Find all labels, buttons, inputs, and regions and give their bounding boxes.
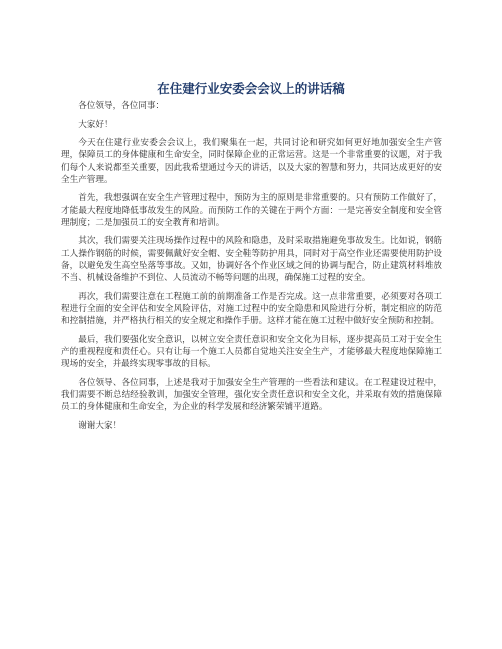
paragraph-second: 其次，我们需要关注现场操作过程中的风险和隐患，及时采取措施避免事故发生。比如说，钢筋工人操作钢筋的时候，需要佩戴好安全帽、安全鞋等防护用具，同时对于高空作业还需要使用防护设备，以避免发生高空坠落等事故。又如，协调好各个作业区域之间的协调与配合，防止建筑材料堆放不当、机械设备维护不到位、人员流动不畅等问题的出现，确保施工过程的安全。 — [61, 236, 442, 283]
paragraph-finally: 最后，我们要强化安全意识，以树立安全责任意识和安全文化为目标，逐步提高员工对于安全生产的重视程度和责任心。只有让每一个施工人员都自觉地关注安全生产，才能够最大程度地保障施工现场的安全，并最终实现零事故的目标。 — [61, 334, 442, 369]
document-body — [61, 100, 442, 438]
closing: 谢谢大家！ — [78, 420, 122, 431]
paragraph-intro: 今天在住建行业安委会会议上，我们聚集在一起，共同讨论和研究如何更好地加强安全生产管理，保障员工的身体健康和生命安全，同时保障企业的正常运营。这是一个非常重要的议题，对于我们每个人来说都至关重要，因此我希望通过今天的讲话，以及大家的智慧和努力，共同达成更好的安全生产管理。 — [61, 138, 442, 185]
paragraph-first: 首先，我想强调在安全生产管理过程中，预防为主的原则是非常重要的。只有预防工作做好了，才能最大程度地降低事故发生的风险。而预防工作的关键在于两个方面：一是完善安全制度和安全管理制度；二是加强员工的安全教育和培训。 — [61, 193, 442, 228]
salutation: 各位领导，各位同事： — [78, 101, 165, 111]
document-title: 在住建行业安委会会议上的讲话稿 — [157, 81, 345, 96]
greeting: 大家好！ — [78, 119, 113, 130]
paragraph-third: 再次，我们需要注意在工程施工前的前期准备工作是否完成。这一点非常重要，必须要对各项工程进行全面的安全评估和安全风险评估，对施工过程中的安全隐患和风险进行分析，制定相应的防范和控制措施，并严格执行相关的安全规定和操作手册。这样才能在施工过程中做好安全预防和控制。 — [61, 291, 442, 326]
paragraph-summary: 各位领导、各位同事，上述是我对于加强安全生产管理的一些看法和建议。在工程建设过程中，我们需要不断总结经验教训，加强安全管理，强化安全责任意识和安全文化，并采取有效的措施保障员工的身体健康和生命安全，为企业的科学发展和经济繁荣铺平道路。 — [61, 377, 442, 412]
